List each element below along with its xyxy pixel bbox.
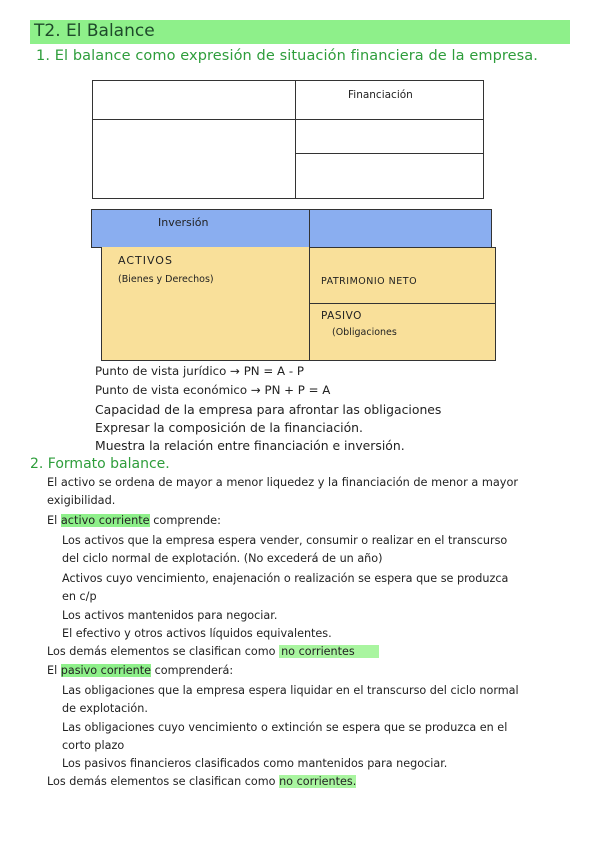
note-legal-view: Punto de vista jurídico → PN = A - P: [95, 364, 304, 378]
current-liabilities-suffix: comprenderá:: [154, 664, 234, 677]
section-2-heading: 2. Formato balance.: [30, 456, 170, 472]
current-assets-item-4: El efectivo y otros activos líquidos equivalentes.: [62, 627, 332, 640]
note-relation: Muestra la relación entre financiación e inversión.: [95, 438, 405, 453]
current-assets-heading: [47, 514, 221, 527]
current-liabilities-item-3: Los pasivos financieros clasificados como mantenidos para negociar.: [62, 757, 448, 770]
liabilities-sublabel: (Obligaciones: [332, 327, 397, 338]
current-assets-highlight: activo corriente: [60, 514, 150, 527]
non-current-liabilities-highlight: no corrientes.: [279, 775, 357, 788]
liabilities-label: PASIVO: [321, 310, 362, 322]
non-current-highlight: no corrientes: [279, 645, 379, 658]
current-assets-rest-text: Los demás elementos se clasifican como: [47, 645, 276, 658]
current-assets-item-1: Los activos que la empresa espera vender, consumir o realizar en el transcurso: [62, 534, 508, 547]
current-assets-item-2-cont: en c/p: [62, 590, 97, 603]
current-liabilities-prefix: El: [47, 664, 58, 677]
financing-header: [309, 209, 492, 248]
financing-label: Financiación: [348, 89, 413, 101]
diagram-vertical-divider: [295, 80, 296, 199]
diagram-horizontal-divider-right-bottom: [295, 153, 484, 154]
current-liabilities-rest-text: Los demás elementos se clasifican como: [47, 775, 276, 788]
current-assets-rest: [47, 645, 379, 658]
equity-label: PATRIMONIO NETO: [321, 276, 418, 287]
section-2-intro-line-1: El activo se ordena de mayor a menor liquedez y la financiación de menor a mayor: [47, 476, 519, 489]
current-assets-item-1-cont: del ciclo normal de explotación. (No excederá de un año): [62, 552, 383, 565]
section-2-intro-line-2: exigibilidad.: [47, 494, 116, 507]
current-assets-item-2: Activos cuyo vencimiento, enajenación o realización se espera que se produzca: [62, 572, 509, 585]
diagram-horizontal-divider-left: [92, 119, 295, 120]
current-liabilities-heading: [47, 664, 233, 677]
balance-outline-diagram: [92, 80, 484, 199]
assets-label: ACTIVOS: [118, 254, 173, 267]
current-assets-item-3: Los activos mantenidos para negociar.: [62, 609, 278, 622]
assets-sublabel: (Bienes y Derechos): [118, 274, 214, 285]
note-economic-view: Punto de vista económico → PN + P = A: [95, 383, 331, 397]
current-assets-suffix: comprende:: [153, 514, 221, 527]
investment-label: Inversión: [158, 216, 209, 229]
current-assets-prefix: El: [47, 514, 58, 527]
note-financing-composition: Expresar la composición de la financiación.: [95, 420, 363, 435]
diagram-horizontal-divider-right-top: [295, 119, 484, 120]
section-1-heading: 1. El balance como expresión de situación financiera de la empresa.: [36, 48, 539, 64]
current-liabilities-item-2-cont: corto plazo: [62, 739, 125, 752]
current-liabilities-item-1-cont: de explotación.: [62, 702, 148, 715]
current-liabilities-item-1: Las obligaciones que la empresa espera liquidar en el transcurso del ciclo normal: [62, 684, 519, 697]
current-liabilities-rest: [47, 775, 356, 788]
page-title: T2. El Balance: [34, 21, 155, 41]
current-liabilities-item-2: Las obligaciones cuyo vencimiento o extinción se espera que se produzca en el: [62, 721, 508, 734]
current-liabilities-highlight: pasivo corriente: [60, 664, 152, 677]
note-capacity: Capacidad de la empresa para afrontar las obligaciones: [95, 402, 442, 417]
